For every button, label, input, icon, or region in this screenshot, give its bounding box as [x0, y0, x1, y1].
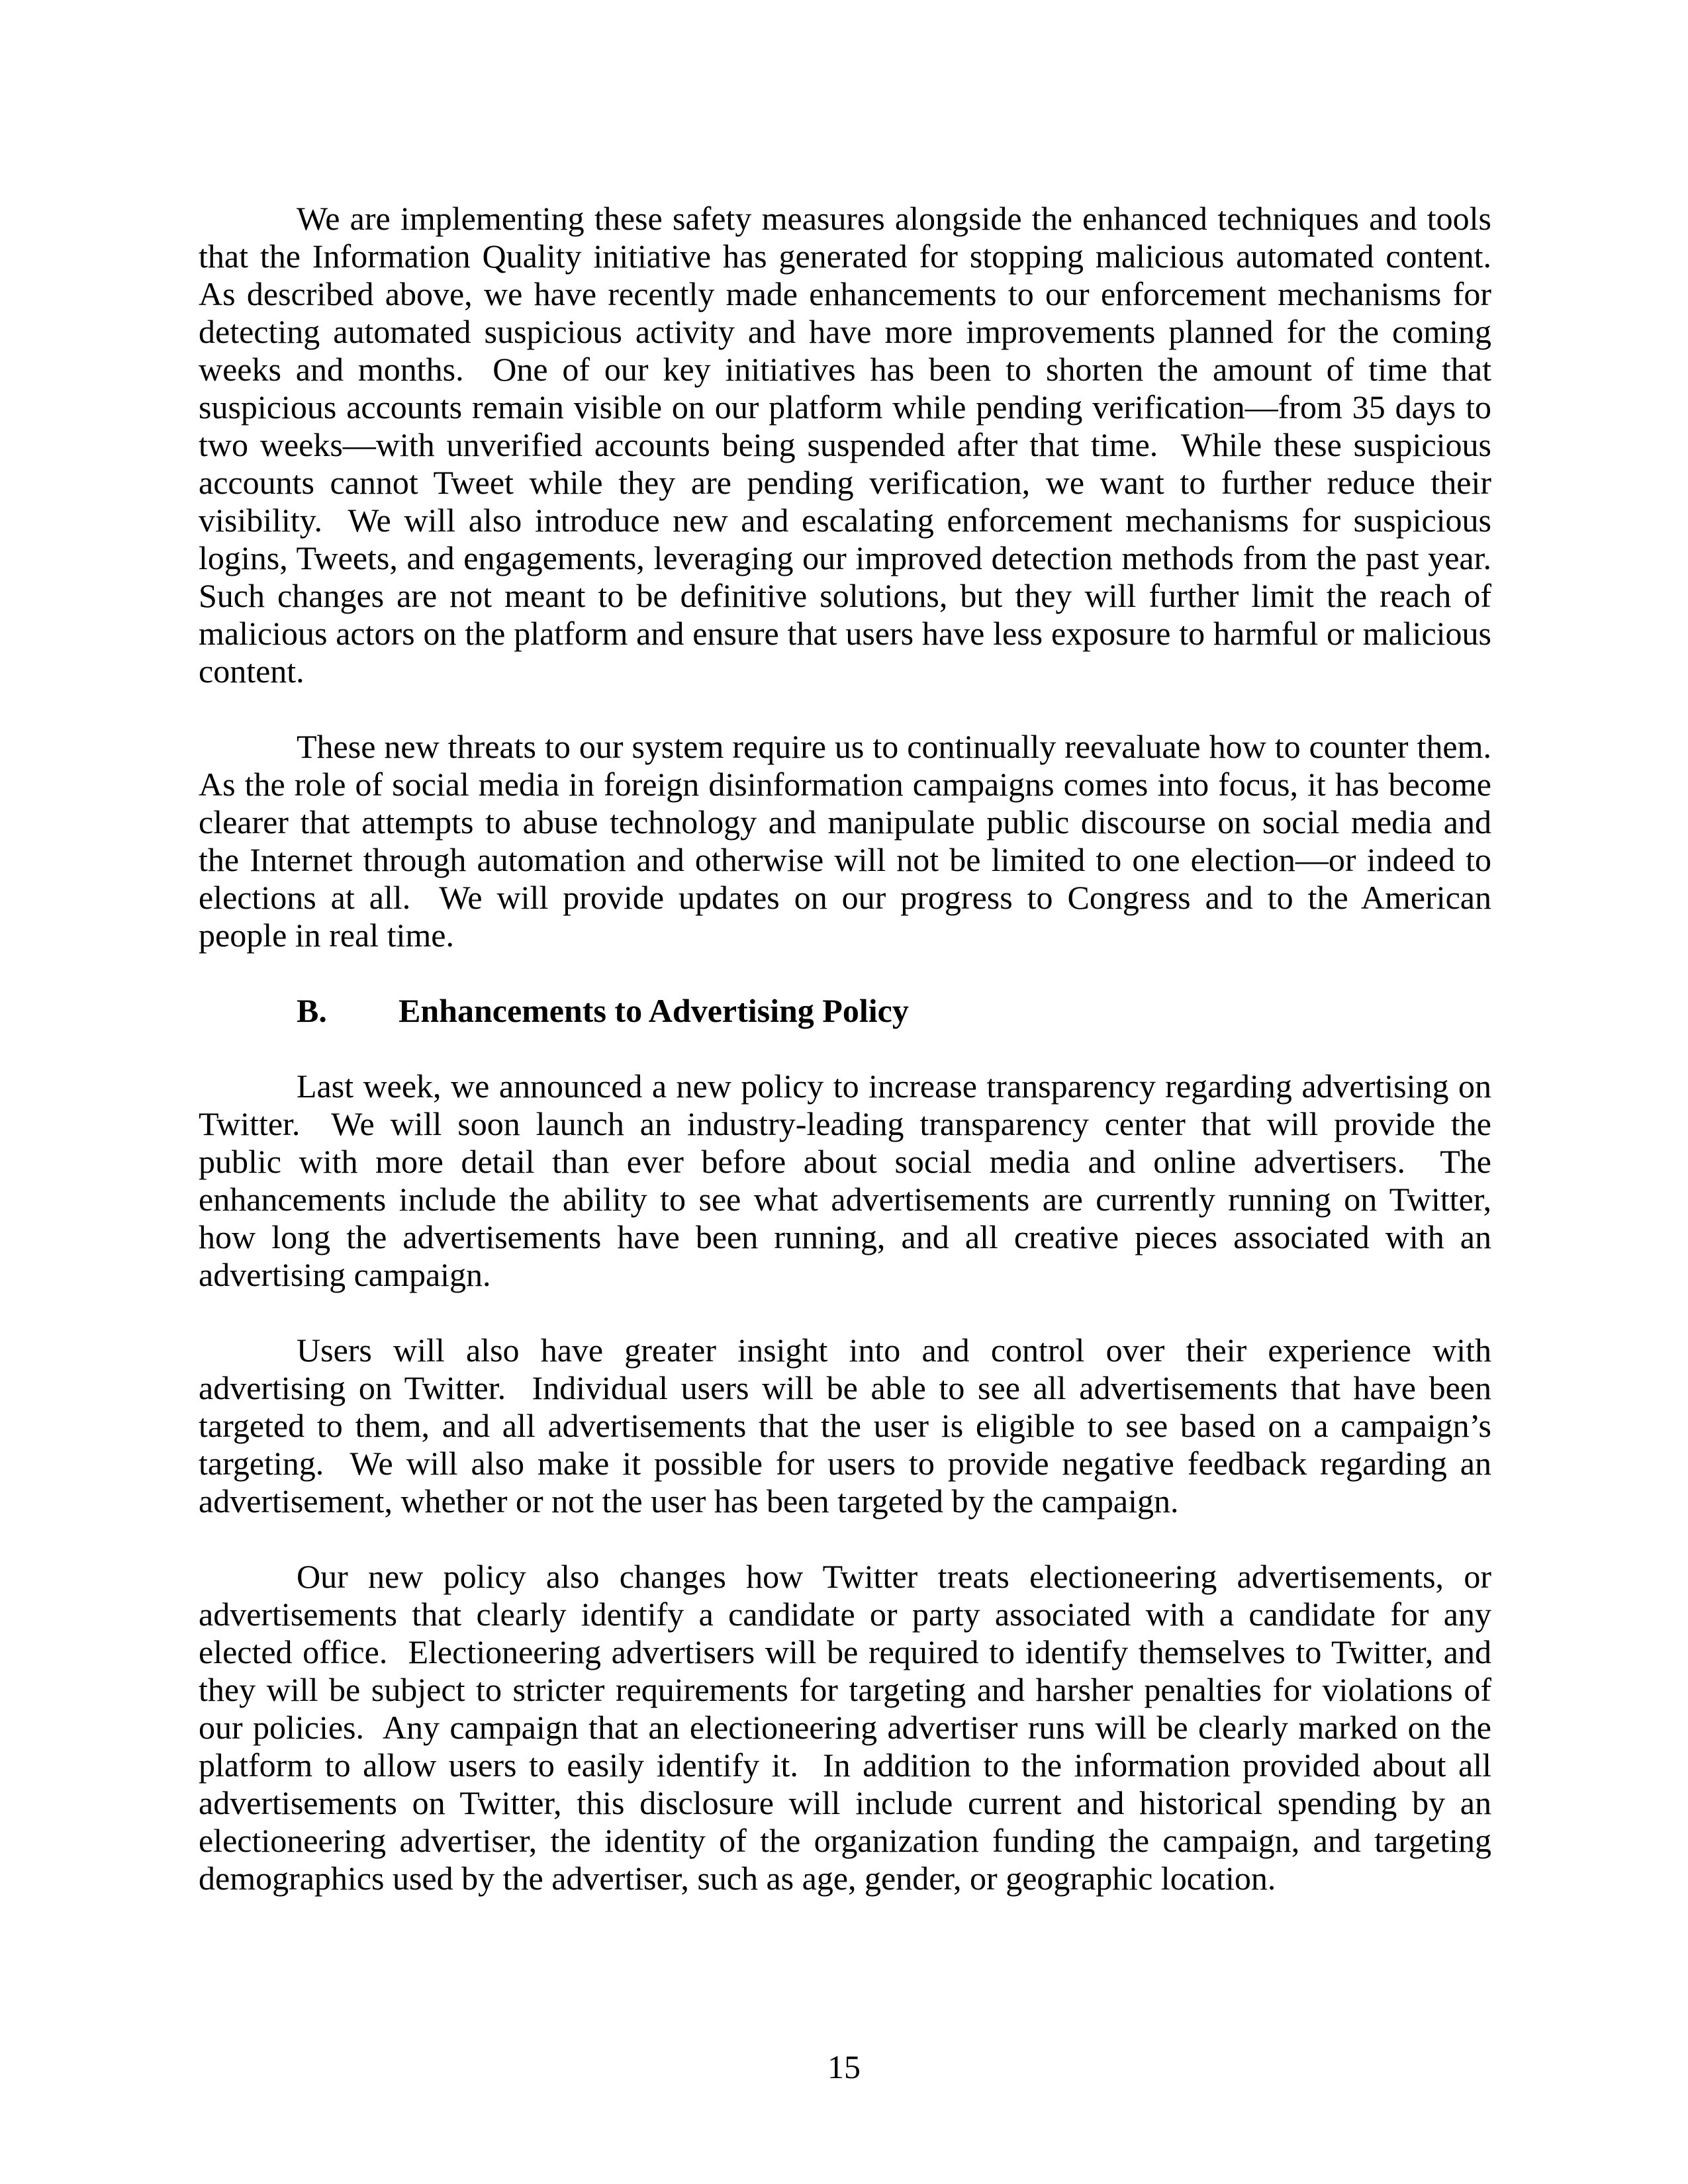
paragraph-line: the Internet through automation and otherwise will not be limited to one election—or indeed to: [199, 841, 1491, 878]
paragraph: [199, 728, 1491, 954]
paragraph-line: advertisements that clearly identify a candidate or party associated with a candidate for any: [199, 1596, 1491, 1633]
paragraph-line: We are implementing these safety measures alongside the enhanced techniques and tools: [297, 200, 1491, 237]
paragraph-line: advertising on Twitter. Individual users will be able to see all advertisements that have been: [199, 1369, 1491, 1406]
paragraph-line: suspicious accounts remain visible on our platform while pending verification—from 35 days to: [199, 388, 1491, 426]
paragraph-line: weeks and months. One of our key initiatives has been to shorten the amount of time that: [199, 351, 1491, 388]
paragraph-line: malicious actors on the platform and ensure that users have less exposure to harmful or malicious: [199, 615, 1491, 652]
paragraph-line: that the Information Quality initiative has generated for stopping malicious automated content.: [199, 238, 1491, 275]
paragraph-line: Last week, we announced a new policy to increase transparency regarding advertising on: [297, 1068, 1491, 1105]
section-heading-label: B.: [297, 992, 327, 1029]
paragraph-line: our policies. Any campaign that an electioneering advertiser runs will be clearly marked on the: [199, 1709, 1491, 1746]
paragraph: [199, 1068, 1491, 1294]
paragraph-line: advertising campaign.: [199, 1256, 491, 1293]
paragraph-line: targeted to them, and all advertisements that the user is eligible to see based on a campaign’s: [199, 1407, 1491, 1444]
paragraph-line: accounts cannot Tweet while they are pending verification, we want to further reduce their: [199, 464, 1491, 501]
paragraph-line: visibility. We will also introduce new and escalating enforcement mechanisms for suspicious: [199, 502, 1491, 539]
paragraph-line: content.: [199, 653, 305, 690]
paragraph-line: elections at all. We will provide updates on our progress to Congress and to the American: [199, 879, 1491, 916]
paragraph-line: clearer that attempts to abuse technology and manipulate public discourse on social media and: [199, 803, 1491, 841]
page-content: [199, 200, 1491, 1935]
paragraph-line: detecting automated suspicious activity and have more improvements planned for the coming: [199, 313, 1491, 350]
paragraph-line: platform to allow users to easily identify it. In addition to the information provided about all: [199, 1747, 1491, 1784]
paragraph-line: electioneering advertiser, the identity of the organization funding the campaign, and targeting: [199, 1822, 1491, 1859]
page-number: 15: [827, 2048, 861, 2085]
paragraph-line: enhancements include the ability to see what advertisements are currently running on Twitter,: [199, 1181, 1491, 1218]
paragraph-line: how long the advertisements have been running, and all creative pieces associated with an: [199, 1218, 1491, 1255]
paragraph-line: Such changes are not meant to be definitive solutions, but they will further limit the reach of: [199, 577, 1491, 614]
paragraph-line: advertisement, whether or not the user has been targeted by the campaign.: [199, 1482, 1179, 1520]
section-heading-title: Enhancements to Advertising Policy: [399, 992, 909, 1029]
paragraph: [199, 1558, 1491, 1897]
paragraph-line: targeting. We will also make it possible for users to provide negative feedback regarding an: [199, 1445, 1491, 1482]
paragraph-line: Our new policy also changes how Twitter treats electioneering advertisements, or: [297, 1558, 1491, 1595]
paragraph: [199, 1332, 1491, 1520]
paragraph-line: As described above, we have recently made enhancements to our enforcement mechanisms for: [199, 275, 1491, 312]
paragraph-line: elected office. Electioneering advertisers will be required to identify themselves to Twitter, and: [199, 1633, 1491, 1670]
paragraph: [199, 200, 1491, 690]
paragraph-line: Users will also have greater insight into and control over their experience with: [297, 1332, 1491, 1369]
paragraph-line: they will be subject to stricter requirements for targeting and harsher penalties for violations of: [199, 1671, 1491, 1708]
paragraph-line: public with more detail than ever before about social media and online advertisers. The: [199, 1143, 1491, 1180]
paragraph-line: Twitter. We will soon launch an industry-leading transparency center that will provide the: [199, 1105, 1491, 1142]
paragraph-line: These new threats to our system require us to continually reevaluate how to counter them.: [297, 728, 1491, 765]
paragraph-line: demographics used by the advertiser, such as age, gender, or geographic location.: [199, 1860, 1276, 1897]
paragraph-line: advertisements on Twitter, this disclosure will include current and historical spending by an: [199, 1784, 1491, 1821]
paragraph-line: people in real time.: [199, 917, 454, 954]
paragraph-line: logins, Tweets, and engagements, leveraging our improved detection methods from the past year.: [199, 539, 1491, 576]
paragraph-line: As the role of social media in foreign disinformation campaigns comes into focus, it has become: [199, 766, 1491, 803]
section-heading: [199, 992, 1491, 1030]
paragraph-line: two weeks—with unverified accounts being suspended after that time. While these suspicious: [199, 426, 1491, 463]
